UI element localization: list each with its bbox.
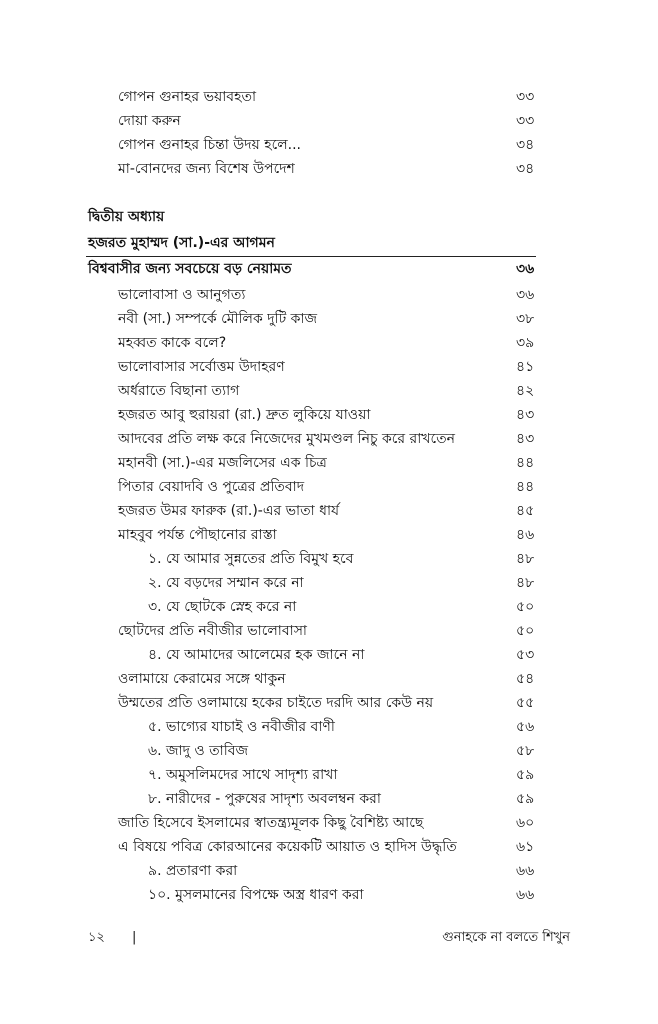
footer-book-title: গুনাহকে না বলতে শিখুন — [442, 930, 570, 945]
toc-entry-page: ৩৩ — [516, 89, 535, 105]
toc-entry-page: ৫৩ — [516, 647, 535, 663]
toc-entry-page: ৪৩ — [516, 431, 535, 447]
toc-entry-label: ভালোবাসা ও আনুগত্য — [118, 287, 246, 303]
toc-entry-label: এ বিষয়ে পবিত্র কোরআনের কয়েকটি আয়াত ও হাদিস উদ্ধৃতি — [118, 839, 457, 855]
toc-entry — [0, 548, 658, 570]
toc-entry-label: বিশ্ববাসীর জন্য সবচেয়ে বড় নেয়ামত — [88, 261, 292, 277]
toc-entry-page: ৫৯ — [516, 791, 535, 807]
toc-entry-page: ৫০ — [516, 623, 535, 639]
toc-entry-label: অর্ধরাতে বিছানা ত্যাগ — [118, 383, 240, 399]
toc-entry — [0, 158, 658, 180]
toc-entry-page: ৩৬ — [516, 287, 535, 303]
toc-entry-page: ৪৪ — [516, 455, 535, 471]
toc-entry-page: ৫৯ — [516, 767, 535, 783]
chapter-number: দ্বিতীয় অধ্যায় — [88, 209, 165, 225]
toc-entry — [0, 86, 658, 108]
toc-entry-page: ৬৬ — [516, 887, 535, 903]
footer-separator: | — [132, 930, 137, 945]
toc-entry-label: হজরত আবু হুরায়রা (রা.) দ্রুত লুকিয়ে যাওয়া — [118, 407, 371, 423]
toc-entry — [0, 452, 658, 474]
toc-entry — [0, 860, 658, 882]
toc-entry-label: ৩. যে ছোটকে স্নেহ করে না — [148, 599, 297, 615]
toc-entry — [0, 692, 658, 714]
toc-entry-label: মাহবুব পর্যন্ত পৌছানোর রাস্তা — [118, 527, 277, 543]
toc-entry-label: মা-বোনদের জন্য বিশেষ উপদেশ — [118, 161, 295, 177]
toc-entry-label: ৪. যে আমাদের আলেমের হক জানে না — [148, 647, 365, 663]
toc-entry — [0, 716, 658, 738]
toc-entry — [0, 644, 658, 666]
toc-entry-label: ৮. নারীদের - পুরুষের সাদৃশ্য অবলম্বন করা — [148, 791, 381, 807]
toc-entry-label: ছোটদের প্রতি নবীজীর ভালোবাসা — [118, 623, 307, 639]
toc-entry-label: ৭. অমুসলিমদের সাথে সাদৃশ্য রাখা — [148, 767, 338, 783]
toc-entry-label: ৫. ভাগ্যের যাচাই ও নবীজীর বাণী — [148, 719, 335, 735]
toc-entry-label: ভালোবাসার সর্বোত্তম উদাহরণ — [118, 359, 285, 375]
toc-entry-page: ৫৬ — [516, 719, 535, 735]
toc-entry-label: মহব্বত কাকে বলে? — [118, 335, 227, 351]
toc-entry-bold — [0, 258, 658, 280]
toc-entry — [0, 620, 658, 642]
toc-entry-page: ৩৩ — [516, 113, 535, 129]
toc-entry-page: ৪৮ — [516, 575, 535, 591]
toc-entry-page: ৪২ — [516, 383, 535, 399]
toc-entry-label: পিতার বেয়াদবি ও পুত্রের প্রতিবাদ — [118, 479, 305, 495]
toc-entry — [0, 812, 658, 834]
toc-entry — [0, 428, 658, 450]
toc-entry-page: ৪১ — [516, 359, 535, 375]
toc-entry — [0, 788, 658, 810]
toc-entry — [0, 356, 658, 378]
toc-entry-page: ৪৩ — [516, 407, 535, 423]
toc-entry-label: ৬. জাদু ও তাবিজ — [148, 743, 249, 759]
toc-entry-page: ৫৮ — [516, 743, 535, 759]
toc-entry-page: ৩৮ — [516, 311, 535, 327]
toc-entry-page: ৬১ — [516, 839, 535, 855]
toc-entry-label: ২. যে বড়দের সম্মান করে না — [148, 575, 304, 591]
toc-entry-label: নবী (সা.) সম্পর্কে মৌলিক দুটি কাজ — [118, 311, 318, 327]
toc-entry — [0, 476, 658, 498]
toc-entry-page: ৩৪ — [516, 161, 535, 177]
toc-entry-page: ৩৯ — [516, 335, 535, 351]
toc-entry-label: উম্মতের প্রতি ওলামায়ে হকের চাইতে দরদি আর কেউ নয় — [118, 695, 434, 711]
toc-entry-label: গোপন গুনাহর ভয়াবহতা — [118, 89, 257, 105]
toc-entry-page: ৪৬ — [516, 527, 535, 543]
divider — [86, 256, 536, 257]
toc-entry — [0, 836, 658, 858]
toc-entry-label: দোয়া করুন — [118, 113, 181, 129]
toc-entry-page: ৩৪ — [516, 137, 535, 153]
toc-entry — [0, 500, 658, 522]
toc-entry-label: জাতি হিসেবে ইসলামের স্বাতন্ত্র্যমূলক কিছু বৈশিষ্ট্য আছে — [118, 815, 424, 831]
toc-entry-page: ৩৬ — [516, 261, 535, 277]
toc-entry-label: ১. যে আমার সুন্নতের প্রতি বিমুখ হবে — [148, 551, 354, 567]
toc-entry — [0, 308, 658, 330]
toc-entry — [0, 404, 658, 426]
toc-entry-page: ৫৫ — [516, 695, 535, 711]
chapter-title-text: হজরত মুহাম্মদ (সা.)-এর আগমন — [88, 235, 275, 251]
toc-entry-label: ১০. মুসলমানের বিপক্ষে অস্ত্র ধারণ করা — [148, 887, 364, 903]
toc-entry — [0, 740, 658, 762]
toc-entry-page: ৫০ — [516, 599, 535, 615]
toc-entry — [0, 524, 658, 546]
toc-entry — [0, 284, 658, 306]
toc-entry — [0, 572, 658, 594]
toc-entry-label: মহানবী (সা.)-এর মজলিসের এক চিত্র — [118, 455, 327, 471]
chapter-title — [0, 232, 658, 254]
toc-entry-page: ৪৮ — [516, 551, 535, 567]
toc-entry-page: ৬৬ — [516, 863, 535, 879]
chapter-heading — [0, 206, 658, 228]
toc-entry-page: ৬০ — [516, 815, 535, 831]
toc-entry — [0, 668, 658, 690]
toc-entry-label: আদবের প্রতি লক্ষ করে নিজেদের মুখমণ্ডল নিচু করে রাখতেন — [118, 431, 455, 447]
toc-entry — [0, 380, 658, 402]
footer-page-number: ১২ — [88, 930, 105, 945]
toc-entry-label: গোপন গুনাহর চিন্তা উদয় হলে... — [118, 137, 302, 153]
toc-entry — [0, 596, 658, 618]
toc-entry-page: ৫৪ — [516, 671, 535, 687]
toc-entry-label: ওলামায়ে কেরামের সঙ্গে থাকুন — [118, 671, 286, 687]
toc-entry — [0, 134, 658, 156]
toc-entry-label: ৯. প্রতারণা করা — [148, 863, 238, 879]
toc-entry-label: হজরত উমর ফারুক (রা.)-এর ভাতা ধার্য — [118, 503, 340, 519]
toc-entry — [0, 764, 658, 786]
toc-entry-page: ৪৫ — [516, 503, 535, 519]
toc-entry — [0, 884, 658, 906]
toc-entry-page: ৪৪ — [516, 479, 535, 495]
toc-entry — [0, 110, 658, 132]
toc-entry — [0, 332, 658, 354]
